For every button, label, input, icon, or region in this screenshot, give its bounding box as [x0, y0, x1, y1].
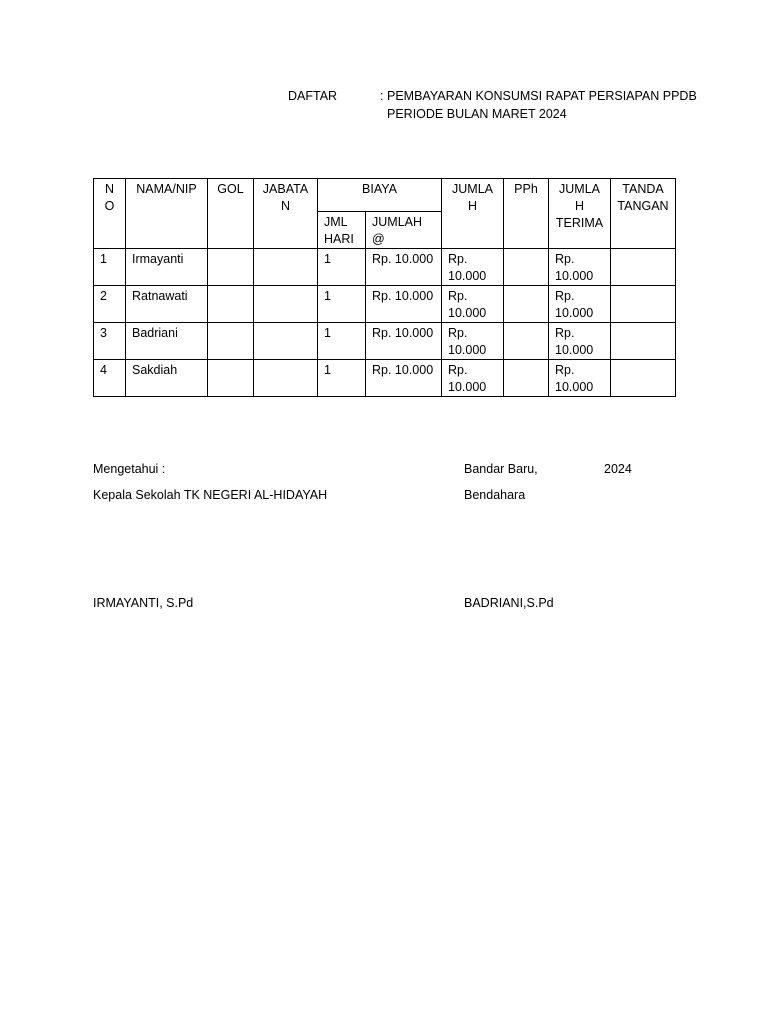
cell-jumlah-terima: Rp. 10.000: [549, 249, 611, 286]
table-row: [94, 286, 676, 323]
place-label: Bandar Baru,: [464, 462, 538, 476]
cell-nama: Irmayanti: [126, 249, 208, 286]
col-header-jumlah-terima: JUMLAH TERIMA: [549, 179, 611, 249]
cell-tanda-tangan: [611, 323, 676, 360]
cell-tanda-tangan: [611, 360, 676, 397]
col-header-jumlah-at: JUMLAH @: [366, 212, 442, 249]
cell-no: 2: [94, 286, 126, 323]
cell-jabatan: [254, 286, 318, 323]
cell-no: 1: [94, 249, 126, 286]
cell-jml-hari: 1: [318, 360, 366, 397]
col-header-tanda-tangan: TANDA TANGAN: [611, 179, 676, 249]
table-row: [94, 323, 676, 360]
cell-jml-hari: 1: [318, 249, 366, 286]
cell-jumlah-terima: Rp. 10.000: [549, 360, 611, 397]
cell-nama: Ratnawati: [126, 286, 208, 323]
col-header-biaya: BIAYA: [318, 179, 442, 212]
cell-no: 3: [94, 323, 126, 360]
table-row: [94, 249, 676, 286]
col-header-no: N O: [94, 179, 126, 249]
cell-pph: [504, 360, 549, 397]
document-period: PERIODE BULAN MARET 2024: [387, 107, 567, 121]
cell-jabatan: [254, 323, 318, 360]
cell-nama: Sakdiah: [126, 360, 208, 397]
col-header-jumlah: JUMLAH: [442, 179, 504, 249]
principal-name: IRMAYANTI, S.Pd: [93, 596, 194, 610]
col-header-jml-hari: JML HARI: [318, 212, 366, 249]
cell-jumlah-terima: Rp. 10.000: [549, 286, 611, 323]
payment-table: [93, 178, 676, 397]
cell-jumlah-at: Rp. 10.000: [366, 323, 442, 360]
table-header-row: [94, 179, 676, 212]
cell-gol: [208, 360, 254, 397]
table-row: [94, 360, 676, 397]
cell-gol: [208, 323, 254, 360]
cell-jumlah-terima: Rp. 10.000: [549, 323, 611, 360]
col-header-pph: PPh: [504, 179, 549, 249]
acknowledged-label: Mengetahui :: [93, 462, 166, 476]
cell-jabatan: [254, 249, 318, 286]
treasurer-role: Bendahara: [464, 488, 526, 502]
cell-jumlah: Rp. 10.000: [442, 360, 504, 397]
cell-no: 4: [94, 360, 126, 397]
cell-pph: [504, 249, 549, 286]
cell-tanda-tangan: [611, 249, 676, 286]
cell-jabatan: [254, 360, 318, 397]
cell-gol: [208, 286, 254, 323]
cell-jumlah: Rp. 10.000: [442, 286, 504, 323]
document-label: DAFTAR: [288, 89, 338, 103]
cell-nama: Badriani: [126, 323, 208, 360]
cell-jml-hari: 1: [318, 286, 366, 323]
cell-pph: [504, 286, 549, 323]
cell-jumlah: Rp. 10.000: [442, 323, 504, 360]
cell-tanda-tangan: [611, 286, 676, 323]
document-title: PEMBAYARAN KONSUMSI RAPAT PERSIAPAN PPDB: [387, 89, 697, 103]
col-header-jabatan: JABATAN: [254, 179, 318, 249]
cell-pph: [504, 323, 549, 360]
title-separator: :: [380, 89, 384, 103]
cell-jumlah-at: Rp. 10.000: [366, 360, 442, 397]
cell-jml-hari: 1: [318, 323, 366, 360]
col-header-gol: GOL: [208, 179, 254, 249]
cell-gol: [208, 249, 254, 286]
cell-jumlah-at: Rp. 10.000: [366, 286, 442, 323]
cell-jumlah: Rp. 10.000: [442, 249, 504, 286]
treasurer-name: BADRIANI,S.Pd: [464, 596, 554, 610]
date-year: 2024: [604, 462, 632, 476]
col-header-nama: NAMA/NIP: [126, 179, 208, 249]
principal-role: Kepala Sekolah TK NEGERI AL-HIDAYAH: [93, 488, 328, 502]
cell-jumlah-at: Rp. 10.000: [366, 249, 442, 286]
